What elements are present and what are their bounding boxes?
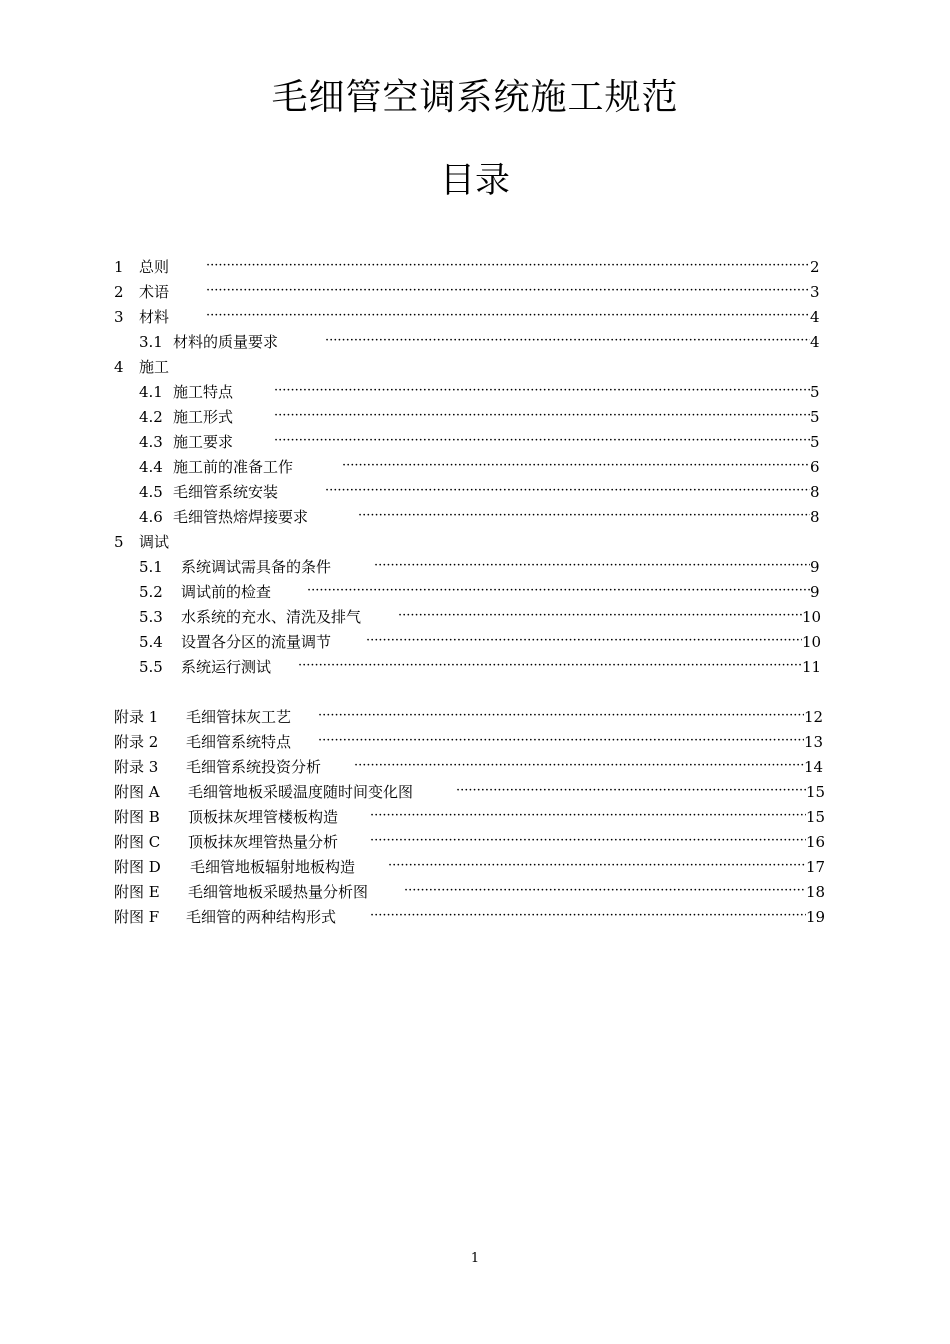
toc-entry-number: 3.1 xyxy=(139,333,163,351)
toc-leader xyxy=(370,830,806,854)
toc-leader xyxy=(325,330,810,354)
toc-entry-page: 15 xyxy=(806,783,826,801)
toc-leader xyxy=(318,705,804,729)
toc-entry-number: 附图 B xyxy=(114,808,160,826)
toc-entry-number: 附图 F xyxy=(114,908,160,926)
toc-entry[interactable] xyxy=(114,480,834,504)
toc-leader xyxy=(388,855,806,879)
toc-entry[interactable] xyxy=(114,630,834,654)
toc-entry-number: 附录 2 xyxy=(114,733,159,751)
toc-entry-page: 6 xyxy=(810,458,820,476)
toc-entry-page: 2 xyxy=(810,258,820,276)
toc-entry-label: 材料的质量要求 xyxy=(173,333,279,351)
toc-entry[interactable] xyxy=(114,555,834,579)
toc-entry-page: 13 xyxy=(804,733,824,751)
document-title: 毛细管空调系统施工规范 xyxy=(271,77,679,118)
toc-entry-page: 12 xyxy=(804,708,824,726)
toc-entry-label: 施工 xyxy=(139,358,170,376)
toc-entry-page: 18 xyxy=(806,883,826,901)
toc-entry-number: 附图 C xyxy=(114,833,161,851)
toc-entry-number: 5.5 xyxy=(139,658,163,676)
toc-entry-page: 4 xyxy=(810,308,820,326)
toc-leader xyxy=(358,505,810,529)
toc-entry-label: 顶板抹灰埋管热量分析 xyxy=(188,833,339,851)
toc-entry[interactable] xyxy=(114,830,834,854)
toc-entry-number: 附录 1 xyxy=(114,708,159,726)
toc-entry-page: 4 xyxy=(810,333,820,351)
toc-entry-label: 毛细管抹灰工艺 xyxy=(186,708,292,726)
toc-entry[interactable] xyxy=(114,505,834,529)
toc-entry-label: 系统调试需具备的条件 xyxy=(181,558,332,576)
toc-entry-number: 附录 3 xyxy=(114,758,159,776)
toc-entry-page: 10 xyxy=(802,633,822,651)
toc-leader xyxy=(307,580,810,604)
toc-entry-number: 4.3 xyxy=(139,433,163,451)
toc-entry[interactable] xyxy=(114,280,834,304)
page-number: 1 xyxy=(470,1251,480,1266)
toc-entry[interactable] xyxy=(114,855,834,879)
toc-entry-label: 调试 xyxy=(139,533,170,551)
toc-entry-number: 4 xyxy=(114,358,124,376)
toc-leader xyxy=(370,805,806,829)
toc-entry-page: 14 xyxy=(804,758,824,776)
toc-entry-number: 附图 E xyxy=(114,883,160,901)
toc-entry-label: 设置各分区的流量调节 xyxy=(181,633,332,651)
toc-leader xyxy=(274,380,810,404)
toc-leader xyxy=(366,630,802,654)
toc-entry-number: 5.3 xyxy=(139,608,163,626)
toc-entry-page: 9 xyxy=(810,583,820,601)
toc-leader xyxy=(398,605,802,629)
toc-leader xyxy=(404,880,806,904)
toc-entry-label: 材料 xyxy=(139,308,170,326)
toc-entry-label: 毛细管系统特点 xyxy=(186,733,292,751)
toc-entry-label: 毛细管热熔焊接要求 xyxy=(173,508,309,526)
toc-entry-label: 毛细管的两种结构形式 xyxy=(186,908,337,926)
toc-leader xyxy=(342,455,810,479)
toc-entry[interactable] xyxy=(114,255,834,279)
toc-entry-number: 3 xyxy=(114,308,124,326)
toc-leader xyxy=(354,755,804,779)
toc-entry-number: 5.1 xyxy=(139,558,163,576)
toc-entry-number: 附图 D xyxy=(114,858,161,876)
toc-entry-label: 毛细管地板辐射地板构造 xyxy=(190,858,356,876)
toc-entry-number: 4.1 xyxy=(139,383,163,401)
toc-leader xyxy=(274,430,810,454)
toc-entry[interactable] xyxy=(114,805,834,829)
toc-entry[interactable] xyxy=(114,755,834,779)
toc-entry-label: 系统运行测试 xyxy=(181,658,272,676)
toc-leader xyxy=(206,280,810,304)
toc-entry-page: 17 xyxy=(806,858,826,876)
toc-entry-label: 毛细管地板采暖热量分析图 xyxy=(188,883,369,901)
toc-entry-label: 术语 xyxy=(139,283,170,301)
toc-entry-number: 2 xyxy=(114,283,124,301)
toc-entry-page: 5 xyxy=(810,433,820,451)
toc-entry-label: 施工要求 xyxy=(173,433,234,451)
toc-entry-page: 9 xyxy=(810,558,820,576)
toc-entry-page: 8 xyxy=(810,483,820,501)
toc-entry[interactable] xyxy=(114,605,834,629)
toc-entry[interactable] xyxy=(114,705,834,729)
toc-leader xyxy=(206,255,810,279)
toc-entry-number: 4.5 xyxy=(139,483,163,501)
toc-entry[interactable] xyxy=(114,355,834,379)
toc-entry[interactable] xyxy=(114,405,834,429)
toc-entry-page: 5 xyxy=(810,408,820,426)
toc-entry-page: 19 xyxy=(806,908,826,926)
toc-entry-label: 水系统的充水、清洗及排气 xyxy=(181,608,362,626)
toc-leader xyxy=(374,555,810,579)
toc-entry[interactable] xyxy=(114,780,834,804)
toc-entry[interactable] xyxy=(114,305,834,329)
toc-entry[interactable] xyxy=(114,380,834,404)
toc-entry-number: 5.4 xyxy=(139,633,163,651)
toc-entry-label: 施工特点 xyxy=(173,383,234,401)
toc-entry-label: 毛细管系统安装 xyxy=(173,483,279,501)
toc-entry-number: 4.4 xyxy=(139,458,163,476)
toc-entry[interactable] xyxy=(114,880,834,904)
toc-entry-page: 11 xyxy=(802,658,822,676)
toc-entry-label: 施工形式 xyxy=(173,408,234,426)
toc-entry-number: 5.2 xyxy=(139,583,163,601)
toc-leader xyxy=(274,405,810,429)
toc-entry[interactable] xyxy=(114,730,834,754)
toc-entry[interactable] xyxy=(114,530,834,554)
toc-entry-label: 毛细管系统投资分析 xyxy=(186,758,322,776)
toc-entry-page: 16 xyxy=(806,833,826,851)
toc-entry-number: 4.2 xyxy=(139,408,163,426)
toc-entry-page: 10 xyxy=(802,608,822,626)
toc-entry-label: 施工前的准备工作 xyxy=(173,458,294,476)
toc-entry[interactable] xyxy=(114,580,834,604)
toc-entry-number: 附图 A xyxy=(114,783,160,801)
toc-leader xyxy=(456,780,806,804)
toc-leader xyxy=(325,480,810,504)
toc-leader xyxy=(370,905,806,929)
toc-leader xyxy=(298,655,802,679)
toc-leader xyxy=(206,305,810,329)
toc-entry-number: 5 xyxy=(114,533,124,551)
toc-entry-page: 8 xyxy=(810,508,820,526)
toc-entry-label: 毛细管地板采暖温度随时间变化图 xyxy=(188,783,414,801)
toc-entry-label: 总则 xyxy=(139,258,170,276)
toc-entry-label: 顶板抹灰埋管楼板构造 xyxy=(188,808,339,826)
toc-heading: 目录 xyxy=(439,161,510,201)
toc-entry[interactable] xyxy=(114,455,834,479)
toc-entry[interactable] xyxy=(114,430,834,454)
toc-entry[interactable] xyxy=(114,655,834,679)
toc-entry-page: 15 xyxy=(806,808,826,826)
toc-entry-page: 5 xyxy=(810,383,820,401)
toc-entry-label: 调试前的检查 xyxy=(181,583,272,601)
toc-entry[interactable] xyxy=(114,330,834,354)
toc-entry-number: 4.6 xyxy=(139,508,163,526)
toc-leader xyxy=(318,730,804,754)
toc-entry-page: 3 xyxy=(810,283,820,301)
toc-entry[interactable] xyxy=(114,905,834,929)
toc-entry-number: 1 xyxy=(114,258,124,276)
